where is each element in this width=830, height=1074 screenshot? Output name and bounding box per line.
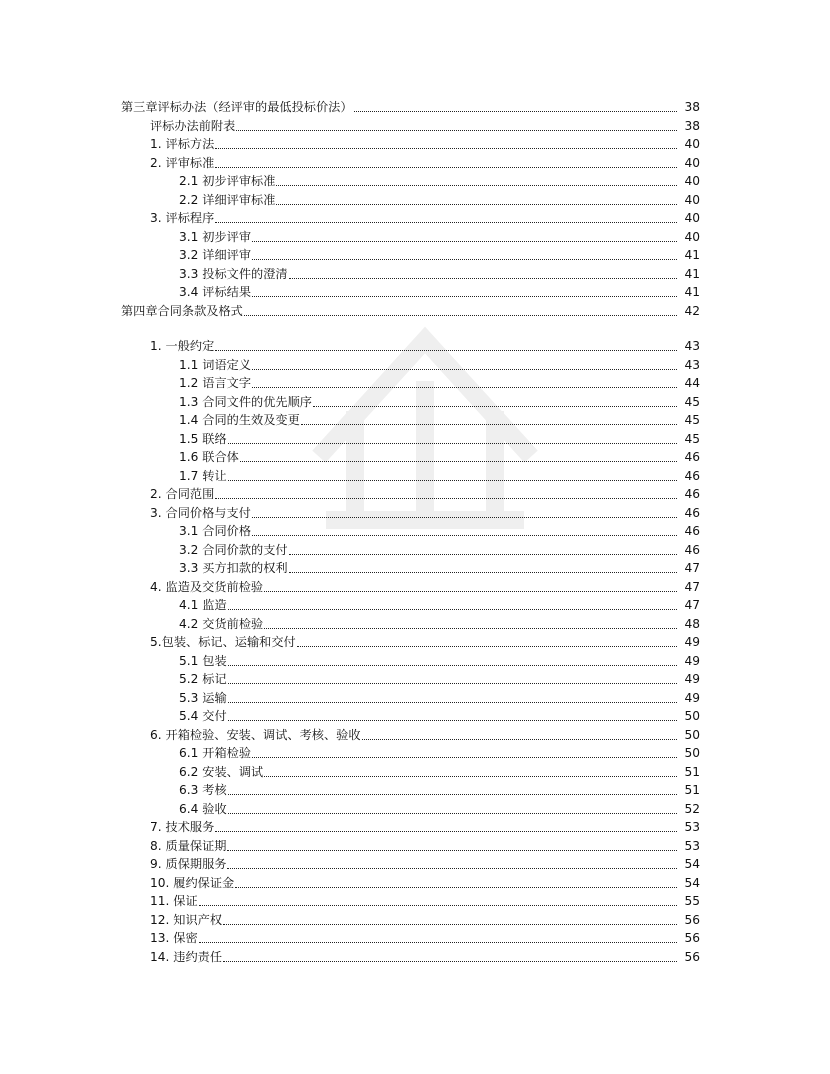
toc-dot-leader: [240, 461, 677, 462]
toc-dot-leader: [252, 241, 677, 242]
toc-entry[interactable]: [150, 837, 700, 855]
toc-entry-label: 3.2 合同价款的支付: [179, 542, 288, 557]
toc-entry[interactable]: [179, 800, 700, 818]
toc-entry-label: 6.4 验收: [179, 801, 227, 816]
toc-dot-leader: [301, 424, 677, 425]
toc-entry-label: 2.1 初步评审标准: [179, 174, 276, 188]
toc-dot-leader: [215, 167, 677, 168]
toc-entry-page-number: 51: [684, 764, 700, 779]
toc-entry-page-number: 40: [684, 174, 700, 188]
toc-entry-page-number: 40: [684, 137, 700, 151]
toc-entry[interactable]: [179, 246, 700, 264]
toc-entry-page-number: 46: [684, 468, 700, 483]
toc-entry-label: 2.2 详细评审标准: [179, 192, 276, 207]
toc-entry-label: 1.2 语言文字: [179, 376, 252, 390]
toc-entry[interactable]: [179, 541, 700, 559]
toc-dot-leader: [252, 259, 677, 260]
toc-entry[interactable]: [150, 337, 700, 355]
toc-entry-page-number: 56: [684, 949, 700, 964]
toc-dot-leader: [227, 868, 677, 869]
toc-dot-leader: [228, 813, 677, 814]
toc-dot-leader: [228, 443, 677, 444]
toc-entry-label: 3.1 初步评审: [179, 229, 252, 244]
toc-entry[interactable]: [150, 874, 700, 892]
toc-entry[interactable]: [179, 448, 700, 466]
toc-entry-page-number: 47: [684, 561, 700, 575]
toc-dot-leader: [215, 831, 677, 832]
toc-entry[interactable]: [150, 117, 700, 135]
toc-dot-leader: [228, 480, 677, 481]
toc-dot-leader: [228, 702, 677, 703]
toc-dot-leader: [223, 961, 677, 962]
toc-entry-page-number: 54: [684, 857, 700, 871]
toc-entry[interactable]: [150, 209, 700, 227]
toc-entry-page-number: 38: [684, 100, 700, 114]
toc-entry[interactable]: [150, 818, 700, 836]
toc-entry[interactable]: [179, 522, 700, 540]
toc-dot-leader: [199, 942, 677, 943]
toc-dot-leader: [228, 720, 677, 721]
toc-dot-leader: [215, 350, 677, 351]
toc-entry-label: 5.1 包装: [179, 653, 227, 668]
toc-entry-label: 5.包装、标记、运输和交付: [150, 635, 296, 649]
toc-entry-label: 4.2 交货前检验: [179, 616, 264, 631]
toc-entry-label: 6.3 考核: [179, 783, 227, 797]
toc-entry-page-number: 40: [684, 192, 700, 207]
toc-entry-label: 3.3 投标文件的澄清: [179, 266, 288, 281]
toc-entry[interactable]: [121, 98, 700, 116]
toc-dot-leader: [244, 315, 677, 316]
toc-entry-page-number: 50: [684, 727, 700, 742]
toc-entry[interactable]: [179, 781, 700, 799]
toc-entry-page-number: 50: [684, 709, 700, 723]
toc-entry-label: 1.1 词语定义: [179, 357, 252, 372]
toc-dot-leader: [228, 665, 677, 666]
toc-entry-label: 4.1 监造: [179, 598, 227, 612]
toc-dot-leader: [297, 646, 677, 647]
toc-dot-leader: [264, 776, 677, 777]
toc-dot-leader: [215, 222, 677, 223]
toc-entry-label: 3.3 买方扣款的权利: [179, 561, 288, 575]
toc-dot-leader: [252, 296, 677, 297]
toc-entry-page-number: 43: [684, 357, 700, 372]
toc-entry-page-number: 55: [684, 894, 700, 908]
toc-entry[interactable]: [150, 855, 700, 873]
toc-entry[interactable]: [150, 726, 700, 744]
toc-entry-label: 2. 合同范围: [150, 487, 215, 501]
toc-dot-leader: [252, 369, 677, 370]
toc-entry-page-number: 54: [684, 875, 700, 890]
toc-entry-label: 4. 监造及交货前检验: [150, 579, 264, 594]
toc-entry-page-number: 56: [684, 931, 700, 945]
toc-dot-leader: [252, 387, 677, 388]
toc-entry[interactable]: [179, 430, 700, 448]
toc-entry[interactable]: [150, 154, 700, 172]
toc-entry[interactable]: [179, 228, 700, 246]
toc-dot-leader: [199, 905, 677, 906]
toc-entry-label: 10. 履约保证金: [150, 875, 235, 890]
toc-entry-label: 2. 评审标准: [150, 155, 215, 170]
toc-dot-leader: [215, 498, 677, 499]
toc-entry-page-number: 44: [684, 376, 700, 390]
toc-entry-page-number: 51: [684, 783, 700, 797]
toc-entry[interactable]: [179, 670, 700, 688]
toc-dot-leader: [354, 111, 677, 112]
toc-dot-leader: [289, 572, 677, 573]
toc-entry[interactable]: [150, 135, 700, 153]
toc-entry-label: 1. 评标方法: [150, 137, 215, 151]
toc-entry-label: 1.5 联络: [179, 431, 227, 446]
toc-entry-page-number: 46: [684, 542, 700, 557]
toc-entry-page-number: 41: [684, 285, 700, 299]
toc-entry[interactable]: [179, 191, 700, 209]
toc-entry-page-number: 46: [684, 505, 700, 520]
toc-dot-leader: [264, 628, 677, 629]
toc-entry-page-number: 41: [684, 248, 700, 262]
toc-entry-page-number: 53: [684, 820, 700, 834]
toc-dot-leader: [236, 130, 677, 131]
toc-entry-page-number: 46: [684, 524, 700, 538]
toc-entry-page-number: 49: [684, 690, 700, 705]
toc-dot-leader: [276, 185, 677, 186]
toc-entry-label: 1.6 联合体: [179, 450, 239, 464]
toc-entry-page-number: 40: [684, 229, 700, 244]
toc-entry[interactable]: [150, 948, 700, 966]
toc-entry[interactable]: [179, 374, 700, 392]
toc-entry-label: 5.2 标记: [179, 672, 227, 686]
toc-entry-page-number: 40: [684, 211, 700, 225]
toc-entry-label: 评标办法前附表: [150, 118, 236, 133]
toc-dot-leader: [227, 850, 677, 851]
toc-dot-leader: [228, 794, 677, 795]
toc-entry[interactable]: [150, 504, 700, 522]
toc-entry[interactable]: [179, 707, 700, 725]
toc-entry-page-number: 42: [684, 303, 700, 318]
toc-dot-leader: [228, 609, 677, 610]
toc-entry-page-number: 43: [684, 339, 700, 353]
toc-entry-page-number: 49: [684, 672, 700, 686]
toc-dot-leader: [252, 757, 677, 758]
toc-entry-page-number: 52: [684, 801, 700, 816]
toc-entry-label: 9. 质保期服务: [150, 857, 227, 871]
toc-entry-page-number: 41: [684, 266, 700, 281]
toc-entry[interactable]: [179, 393, 700, 411]
toc-entry-page-number: 49: [684, 635, 700, 649]
toc-entry-label: 3. 合同价格与支付: [150, 505, 251, 520]
toc-entry-label: 1.7 转让: [179, 468, 227, 483]
toc-entry-page-number: 45: [684, 413, 700, 427]
toc-entry[interactable]: [150, 929, 700, 947]
toc-entry-page-number: 56: [684, 912, 700, 927]
toc-entry-page-number: 47: [684, 598, 700, 612]
toc-entry-label: 6.2 安装、调试: [179, 764, 264, 779]
toc-dot-leader: [313, 406, 677, 407]
toc-entry-page-number: 45: [684, 394, 700, 409]
toc-entry-page-number: 45: [684, 431, 700, 446]
toc-entry-label: 第四章合同条款及格式: [121, 303, 243, 318]
toc-entry[interactable]: [179, 283, 700, 301]
toc-dot-leader: [235, 887, 677, 888]
toc-entry-label: 第三章评标办法（经评审的最低投标价法）: [121, 100, 353, 114]
toc-entry[interactable]: [179, 652, 700, 670]
toc-entry[interactable]: [179, 467, 700, 485]
toc-entry[interactable]: [179, 689, 700, 707]
toc-entry-label: 3.1 合同价格: [179, 524, 252, 538]
toc-entry-page-number: 48: [684, 616, 700, 631]
toc-entry-label: 13. 保密: [150, 931, 198, 945]
toc-entry[interactable]: [150, 892, 700, 910]
toc-entry[interactable]: [179, 559, 700, 577]
toc-entry[interactable]: [179, 172, 700, 190]
toc-entry[interactable]: [179, 596, 700, 614]
toc-dot-leader: [362, 739, 677, 740]
toc-entry[interactable]: [150, 911, 700, 929]
toc-dot-leader: [252, 535, 677, 536]
toc-entry[interactable]: [150, 485, 700, 503]
toc-entry-page-number: 40: [684, 155, 700, 170]
toc-entry-label: 8. 质量保证期: [150, 838, 227, 853]
toc-entry-label: 7. 技术服务: [150, 820, 215, 834]
toc-entry-label: 3. 评标程序: [150, 211, 215, 225]
toc-entry-label: 11. 保证: [150, 894, 198, 908]
toc-dot-leader: [215, 148, 677, 149]
toc-entry-page-number: 47: [684, 579, 700, 594]
toc-entry[interactable]: [179, 763, 700, 781]
toc-entry[interactable]: [150, 578, 700, 596]
toc-entry-label: 5.4 交付: [179, 709, 227, 723]
toc-entry[interactable]: [179, 411, 700, 429]
toc-entry[interactable]: [179, 265, 700, 283]
toc-dot-leader: [289, 554, 677, 555]
toc-entry-label: 12. 知识产权: [150, 912, 223, 927]
toc-entry-label: 5.3 运输: [179, 690, 227, 705]
toc-entry-label: 14. 违约责任: [150, 949, 223, 964]
toc-entry-page-number: 53: [684, 838, 700, 853]
toc-entry-label: 6. 开箱检验、安装、调试、考核、验收: [150, 727, 361, 742]
toc-entry[interactable]: [121, 302, 700, 320]
toc-dot-leader: [276, 204, 677, 205]
toc-entry-page-number: 49: [684, 653, 700, 668]
toc-entry-label: 3.4 评标结果: [179, 285, 252, 299]
toc-entry-label: 1. 一般约定: [150, 339, 215, 353]
toc-dot-leader: [264, 591, 677, 592]
toc-entry[interactable]: [179, 615, 700, 633]
toc-entry[interactable]: [150, 633, 700, 651]
toc-entry-label: 6.1 开箱检验: [179, 746, 252, 760]
toc-dot-leader: [223, 924, 677, 925]
toc-dot-leader: [252, 517, 677, 518]
toc-entry-label: 1.4 合同的生效及变更: [179, 413, 300, 427]
toc-entry[interactable]: [179, 356, 700, 374]
toc-entry-page-number: 38: [684, 118, 700, 133]
toc-entry-page-number: 46: [684, 450, 700, 464]
toc-entry-page-number: 50: [684, 746, 700, 760]
toc-dot-leader: [228, 683, 677, 684]
toc-entry-page-number: 46: [684, 487, 700, 501]
toc-dot-leader: [289, 278, 677, 279]
toc-entry-label: 1.3 合同文件的优先顺序: [179, 394, 312, 409]
toc-entry-label: 3.2 详细评审: [179, 248, 252, 262]
toc-entry[interactable]: [179, 744, 700, 762]
